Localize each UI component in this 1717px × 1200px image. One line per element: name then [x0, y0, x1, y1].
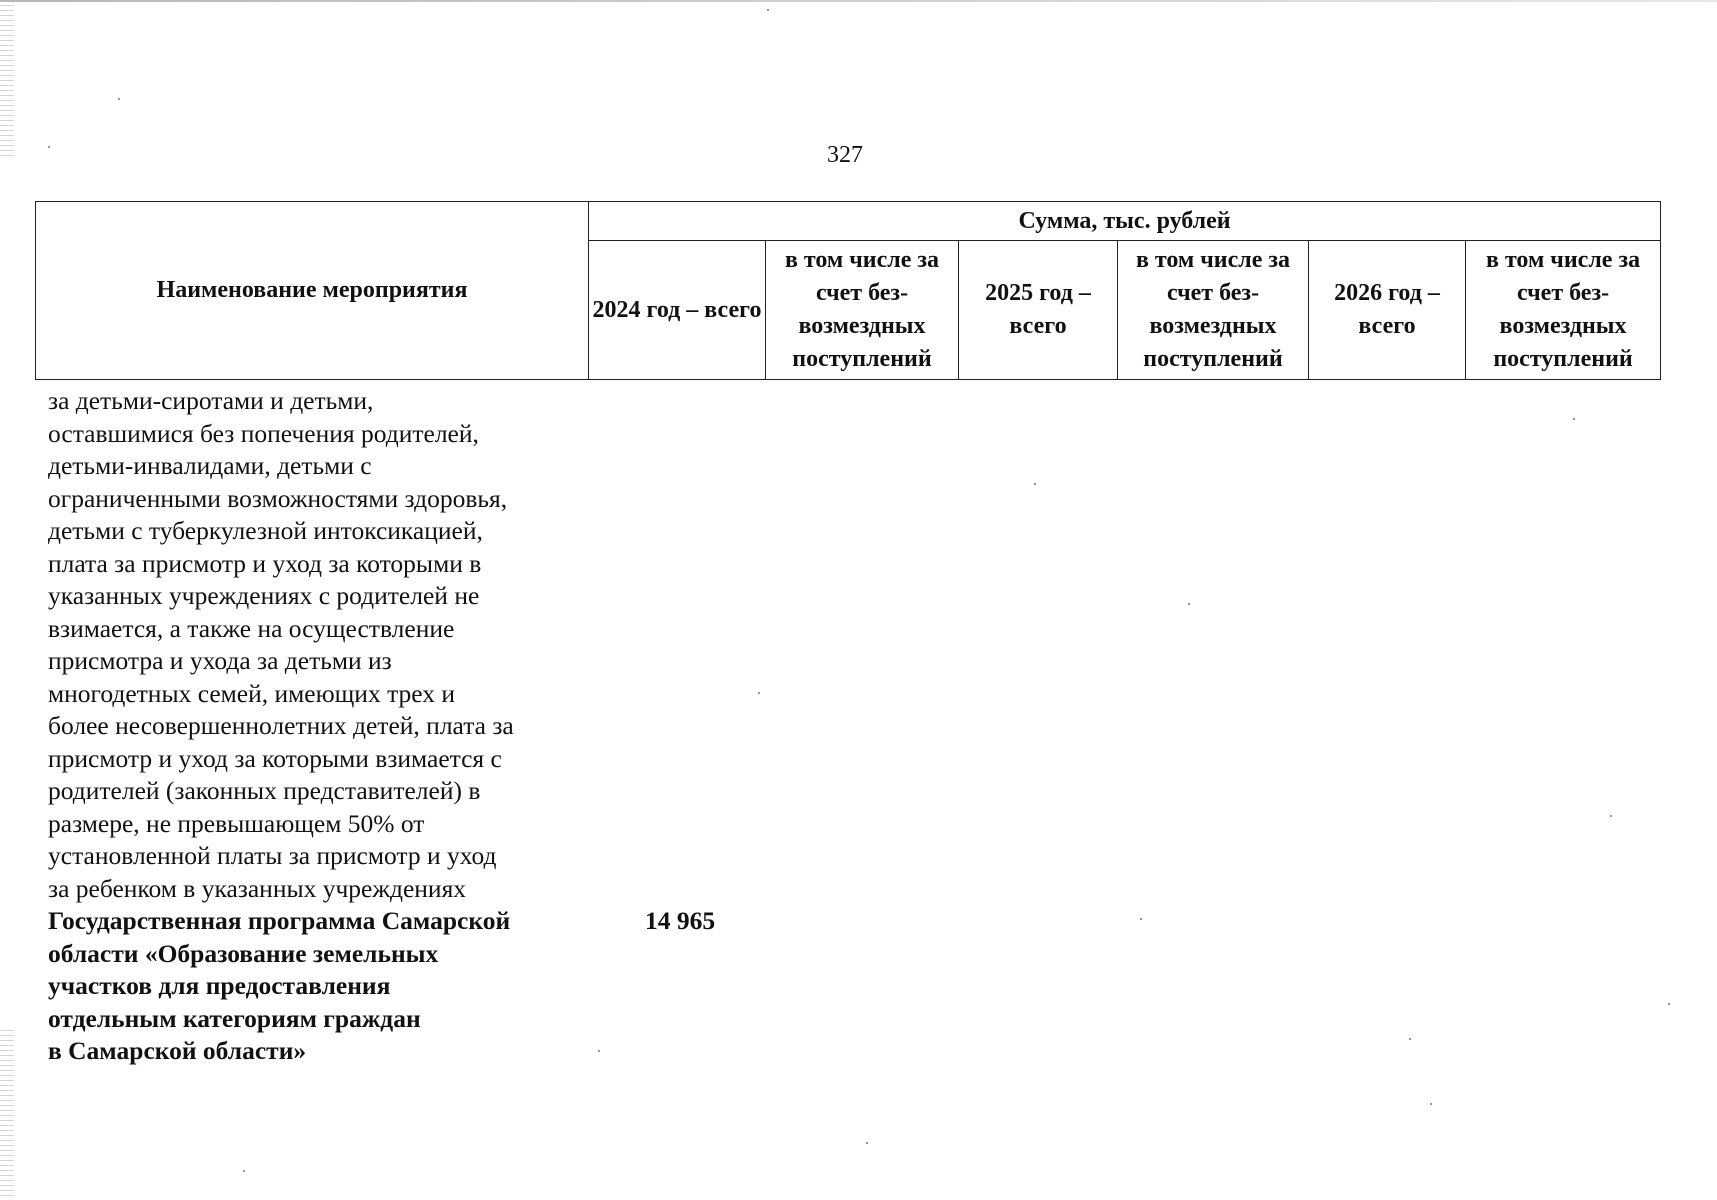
header-2024-gratuitous: в том числе за счет без-возмездных поступлений: [766, 241, 959, 380]
header-2025-gratuitous: в том числе за счет без-возмездных поступлений: [1118, 241, 1309, 380]
scan-speck: [1188, 603, 1190, 605]
table-header: [35, 201, 1661, 380]
table-row: [48, 905, 772, 1068]
row-value-2024: [588, 385, 772, 905]
scan-left-edge-top: [0, 0, 14, 160]
scan-speck: [1668, 1003, 1670, 1005]
scan-speck: [48, 146, 50, 148]
row-value-2024: 14 965: [644, 906, 716, 935]
scan-speck: [598, 1050, 600, 1052]
header-2026-total: 2026 год – всего: [1309, 241, 1466, 380]
scan-speck: [118, 98, 120, 100]
scan-speck: [866, 1142, 868, 1144]
row-name: за детьми-сиротами и детьми, оставшимися без попечения родителей, детьми-инвалидами, детьми с ограниченными возможностями здоровья, детьми с туберкулезной интоксикацией, плата за присмотр и уход за которыми в указанных учреждениях с родителей не взимается, а также на осуществление присмотра и ухода за детьми из многодетных семей, имеющих трех и более несовершеннолетних детей, плата за присмотр и уход за которыми взимается с родителей (законных представителей) в размере, не превышающем 50% от установленной платы за присмотр и уход за ребенком в указанных учреждениях: [48, 386, 514, 903]
header-2025-total: 2025 год – всего: [959, 241, 1118, 380]
scan-speck: [1034, 483, 1036, 485]
scan-speck: [1610, 815, 1612, 817]
table-row: [48, 385, 772, 905]
scan-speck: [758, 692, 760, 694]
page-number: 327: [827, 142, 863, 168]
scan-speck: [243, 1170, 245, 1172]
scan-speck: [767, 9, 769, 11]
table-body: [48, 385, 772, 1068]
scan-left-edge-bottom: [0, 1030, 14, 1200]
scan-speck: [1430, 1103, 1432, 1105]
header-2024-total: 2024 год – всего: [589, 241, 766, 380]
header-2026-gratuitous: в том числе за счет без-возмездных поступлений: [1466, 241, 1661, 380]
header-name-column: Наименование мероприятия: [36, 202, 589, 380]
row-name: Государственная программа Самарской области «Образование земельных участков для предоставления отдельным категориям граждан в Самарской области»: [48, 906, 511, 1065]
header-sum-group: Сумма, тыс. рублей: [589, 202, 1661, 241]
scan-speck: [1409, 1038, 1411, 1040]
scan-speck: [1140, 918, 1142, 920]
scan-top-edge: [0, 0, 1717, 2]
scan-speck: [1573, 418, 1575, 420]
